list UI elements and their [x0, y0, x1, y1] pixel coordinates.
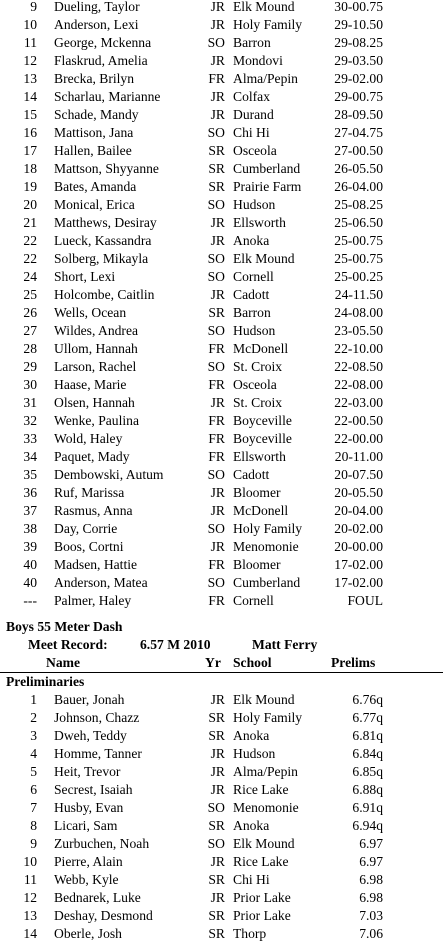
place: 28 — [23, 341, 37, 356]
school: Rice Lake — [233, 854, 289, 869]
table-row — [0, 853, 443, 871]
year: FR — [208, 341, 225, 356]
table-row — [0, 592, 443, 610]
year: JR — [210, 503, 225, 518]
place: 13 — [23, 71, 37, 86]
mark: 6.98 — [359, 890, 383, 905]
school: Chi Hi — [233, 872, 270, 887]
year: JR — [210, 233, 225, 248]
column-header-school: School — [233, 655, 272, 670]
year: FR — [208, 431, 225, 446]
school: Bloomer — [233, 557, 281, 572]
table-row — [0, 160, 443, 178]
year: SR — [208, 728, 225, 743]
athlete-name: Anderson, Matea — [54, 575, 148, 590]
athlete-name: Husby, Evan — [54, 800, 124, 815]
mark: 22-08.50 — [334, 359, 383, 374]
year: SO — [207, 269, 225, 284]
school: McDonell — [233, 341, 289, 356]
year: SR — [208, 818, 225, 833]
athlete-name: Paquet, Mady — [54, 449, 130, 464]
mark: 25-08.25 — [334, 197, 383, 212]
athlete-name: Lueck, Kassandra — [54, 233, 152, 248]
year: SR — [208, 872, 225, 887]
table-row — [0, 448, 443, 466]
athlete-name: Olsen, Hannah — [54, 395, 135, 410]
school: Anoka — [233, 728, 270, 743]
athlete-name: Palmer, Haley — [54, 593, 132, 608]
mark: 25-00.25 — [334, 269, 383, 284]
mark: 6.91q — [352, 800, 383, 815]
school: Ellsworth — [233, 215, 286, 230]
year: FR — [208, 377, 225, 392]
school: Cadott — [233, 287, 270, 302]
place: 9 — [30, 0, 37, 14]
year: SO — [207, 521, 225, 536]
athlete-name: Mattison, Jana — [54, 125, 134, 140]
place: --- — [23, 593, 37, 608]
place: 5 — [30, 764, 37, 779]
table-row — [0, 232, 443, 250]
place: 33 — [23, 431, 37, 446]
mark: 27-04.75 — [334, 125, 383, 140]
place: 36 — [23, 485, 37, 500]
table-row — [0, 817, 443, 835]
table-row — [0, 16, 443, 34]
year: SR — [208, 926, 225, 941]
place: 13 — [23, 908, 37, 923]
table-row — [0, 763, 443, 781]
place: 12 — [23, 890, 37, 905]
athlete-name: Dweh, Teddy — [54, 728, 127, 743]
year: SO — [207, 125, 225, 140]
place: 37 — [23, 503, 37, 518]
mark: 30-00.75 — [334, 0, 383, 14]
place: 18 — [23, 161, 37, 176]
school: Cornell — [233, 593, 274, 608]
school: Rice Lake — [233, 782, 289, 797]
athlete-name: Day, Corrie — [54, 521, 118, 536]
table-row — [0, 0, 443, 16]
table-row — [0, 520, 443, 538]
table-row — [0, 412, 443, 430]
year: JR — [210, 395, 225, 410]
year: JR — [210, 215, 225, 230]
table-row — [0, 70, 443, 88]
year: SR — [208, 305, 225, 320]
athlete-name: Bauer, Jonah — [54, 692, 125, 707]
school: Hudson — [233, 197, 276, 212]
table-row — [0, 556, 443, 574]
athlete-name: Monical, Erica — [54, 197, 135, 212]
school: Cumberland — [233, 575, 301, 590]
mark: 27-00.50 — [334, 143, 383, 158]
athlete-name: Larson, Rachel — [54, 359, 137, 374]
athlete-name: Wildes, Andrea — [54, 323, 139, 338]
athlete-name: Mattson, Shyyanne — [54, 161, 159, 176]
school: Cadott — [233, 467, 270, 482]
school: Osceola — [233, 143, 277, 158]
year: FR — [208, 593, 225, 608]
school: Prior Lake — [233, 908, 291, 923]
school: Bloomer — [233, 485, 281, 500]
mark: 23-05.50 — [334, 323, 383, 338]
mark: 29-08.25 — [334, 35, 383, 50]
place: 22 — [23, 233, 37, 248]
year: FR — [208, 71, 225, 86]
table-row — [0, 358, 443, 376]
mark: 28-09.50 — [334, 107, 383, 122]
table-row — [0, 340, 443, 358]
school: Hudson — [233, 323, 276, 338]
school: Menomonie — [233, 800, 299, 815]
mark: 26-05.50 — [334, 161, 383, 176]
athlete-name: Ruf, Marissa — [54, 485, 125, 500]
table-row — [0, 871, 443, 889]
mark: 22-03.00 — [334, 395, 383, 410]
table-row — [0, 394, 443, 412]
school: Colfax — [233, 89, 270, 104]
year: JR — [210, 17, 225, 32]
table-row — [0, 574, 443, 592]
mark: 24-11.50 — [334, 287, 383, 302]
school: Anoka — [233, 818, 270, 833]
athlete-name: Hallen, Bailee — [54, 143, 132, 158]
athlete-name: Pierre, Alain — [54, 854, 123, 869]
school: Elk Mound — [233, 0, 295, 14]
table-row — [0, 304, 443, 322]
year: SO — [207, 800, 225, 815]
school: Barron — [233, 35, 271, 50]
school: Boyceville — [233, 431, 292, 446]
year: FR — [208, 413, 225, 428]
mark: 17-02.00 — [334, 557, 383, 572]
school: Cornell — [233, 269, 274, 284]
place: 7 — [30, 800, 37, 815]
school: Ellsworth — [233, 449, 286, 464]
place: 3 — [30, 728, 37, 743]
table-row — [0, 799, 443, 817]
athlete-name: Boos, Cortni — [54, 539, 124, 554]
year: JR — [210, 53, 225, 68]
athlete-name: Dueling, Taylor — [54, 0, 140, 14]
place: 11 — [23, 35, 37, 50]
school: Holy Family — [233, 710, 303, 725]
mark: 22-08.00 — [334, 377, 383, 392]
athlete-name: Brecka, Brilyn — [54, 71, 135, 86]
place: 24 — [23, 269, 37, 284]
place: 20 — [23, 197, 37, 212]
mark: 20-04.00 — [334, 503, 383, 518]
place: 26 — [23, 305, 37, 320]
mark: 6.84q — [352, 746, 383, 761]
place: 22 — [23, 251, 37, 266]
place: 11 — [23, 872, 37, 887]
year: SO — [207, 467, 225, 482]
table-row — [0, 88, 443, 106]
school: Alma/Pepin — [233, 764, 298, 779]
year: SO — [207, 359, 225, 374]
year: JR — [210, 485, 225, 500]
year: JR — [210, 854, 225, 869]
table-row — [0, 430, 443, 448]
mark: 25-00.75 — [334, 251, 383, 266]
athlete-name: Anderson, Lexi — [54, 17, 139, 32]
mark: 22-00.00 — [334, 431, 383, 446]
table-row — [0, 502, 443, 520]
meet-record-value: 6.57 M 2010 — [140, 637, 211, 652]
place: 34 — [23, 449, 37, 464]
year: SO — [207, 836, 225, 851]
table-row — [0, 376, 443, 394]
year: SO — [207, 575, 225, 590]
place: 14 — [23, 89, 37, 104]
year: JR — [210, 782, 225, 797]
school: Barron — [233, 305, 271, 320]
year: SR — [208, 161, 225, 176]
place: 30 — [23, 377, 37, 392]
school: Alma/Pepin — [233, 71, 298, 86]
school: Prairie Farm — [233, 179, 302, 194]
mark: 29-00.75 — [334, 89, 383, 104]
meet-record-holder: Matt Ferry — [252, 637, 318, 652]
place: 25 — [23, 287, 37, 302]
table-row — [0, 268, 443, 286]
header-rule — [0, 672, 443, 673]
athlete-name: Matthews, Desiray — [54, 215, 157, 230]
mark: 25-06.50 — [334, 215, 383, 230]
athlete-name: Rasmus, Anna — [54, 503, 133, 518]
athlete-name: Schade, Mandy — [54, 107, 139, 122]
school: Mondovi — [233, 53, 283, 68]
athlete-name: Bates, Amanda — [54, 179, 137, 194]
table-row — [0, 178, 443, 196]
athlete-name: Wenke, Paulina — [54, 413, 139, 428]
athlete-name: Secrest, Isaiah — [54, 782, 133, 797]
year: SR — [208, 179, 225, 194]
athlete-name: Zurbuchen, Noah — [54, 836, 150, 851]
mark: 20-00.00 — [334, 539, 383, 554]
mark: 20-02.00 — [334, 521, 383, 536]
mark: FOUL — [347, 593, 383, 608]
column-header-name: Name — [46, 655, 80, 670]
table-row — [0, 538, 443, 556]
table-row — [0, 214, 443, 232]
place: 32 — [23, 413, 37, 428]
year: SR — [208, 710, 225, 725]
place: 27 — [23, 323, 37, 338]
place: 21 — [23, 215, 37, 230]
table-row — [0, 52, 443, 70]
athlete-name: George, Mckenna — [54, 35, 152, 50]
athlete-name: Licari, Sam — [54, 818, 118, 833]
year: SO — [207, 197, 225, 212]
school: St. Croix — [233, 395, 283, 410]
school: Elk Mound — [233, 836, 295, 851]
mark: 6.76q — [352, 692, 383, 707]
athlete-name: Homme, Tanner — [54, 746, 142, 761]
year: JR — [210, 89, 225, 104]
table-row — [0, 124, 443, 142]
mark: 6.88q — [352, 782, 383, 797]
year: JR — [210, 692, 225, 707]
mark: 6.85q — [352, 764, 383, 779]
table-row — [0, 745, 443, 763]
place: 40 — [23, 575, 37, 590]
round-label: Preliminaries — [6, 674, 85, 689]
table-row — [0, 466, 443, 484]
meet-record-label: Meet Record: — [28, 637, 108, 652]
athlete-name: Flaskrud, Amelia — [54, 53, 148, 68]
school: Elk Mound — [233, 251, 295, 266]
year: JR — [210, 746, 225, 761]
school: McDonell — [233, 503, 289, 518]
year: SO — [207, 35, 225, 50]
school: Elk Mound — [233, 692, 295, 707]
mark: 29-03.50 — [334, 53, 383, 68]
place: 1 — [30, 692, 37, 707]
table-row — [0, 106, 443, 124]
athlete-name: Wells, Ocean — [54, 305, 127, 320]
school: Boyceville — [233, 413, 292, 428]
table-row — [0, 907, 443, 925]
mark: 26-04.00 — [334, 179, 383, 194]
table-row — [0, 709, 443, 727]
place: 14 — [23, 926, 37, 941]
school: Cumberland — [233, 161, 301, 176]
athlete-name: Haase, Marie — [54, 377, 127, 392]
mark: 6.97 — [359, 836, 383, 851]
school: Holy Family — [233, 521, 303, 536]
athlete-name: Johnson, Chazz — [54, 710, 140, 725]
mark: 22-10.00 — [334, 341, 383, 356]
place: 29 — [23, 359, 37, 374]
school: Anoka — [233, 233, 270, 248]
mark: 6.97 — [359, 854, 383, 869]
mark: 22-00.50 — [334, 413, 383, 428]
year: JR — [210, 539, 225, 554]
school: Thorp — [233, 926, 267, 941]
place: 39 — [23, 539, 37, 554]
year: JR — [210, 890, 225, 905]
table-row — [0, 286, 443, 304]
school: St. Croix — [233, 359, 283, 374]
place: 8 — [30, 818, 37, 833]
place: 16 — [23, 125, 37, 140]
table-row — [0, 322, 443, 340]
place: 12 — [23, 53, 37, 68]
place: 38 — [23, 521, 37, 536]
year: SO — [207, 323, 225, 338]
table-row — [0, 196, 443, 214]
year: FR — [208, 449, 225, 464]
place: 19 — [23, 179, 37, 194]
table-row — [0, 34, 443, 52]
year: FR — [208, 557, 225, 572]
athlete-name: Solberg, Mikayla — [54, 251, 149, 266]
column-header-yr: Yr — [205, 655, 221, 670]
mark: 6.77q — [352, 710, 383, 725]
table-row — [0, 889, 443, 907]
school: Menomonie — [233, 539, 299, 554]
table-row — [0, 781, 443, 799]
athlete-name: Wold, Haley — [54, 431, 123, 446]
athlete-name: Scharlau, Marianne — [54, 89, 161, 104]
mark: 25-00.75 — [334, 233, 383, 248]
mark: 24-08.00 — [334, 305, 383, 320]
athlete-name: Dembowski, Autum — [54, 467, 164, 482]
athlete-name: Bednarek, Luke — [54, 890, 141, 905]
place: 17 — [23, 143, 37, 158]
mark: 6.98 — [359, 872, 383, 887]
year: JR — [210, 0, 225, 14]
school: Chi Hi — [233, 125, 270, 140]
place: 35 — [23, 467, 37, 482]
place: 15 — [23, 107, 37, 122]
athlete-name: Webb, Kyle — [54, 872, 119, 887]
place: 6 — [30, 782, 37, 797]
table-row — [0, 835, 443, 853]
school: Durand — [233, 107, 274, 122]
event-title: Boys 55 Meter Dash — [6, 619, 123, 634]
mark: 20-05.50 — [334, 485, 383, 500]
year: SR — [208, 908, 225, 923]
mark: 7.03 — [359, 908, 383, 923]
table-row — [0, 691, 443, 709]
mark: 17-02.00 — [334, 575, 383, 590]
athlete-name: Heit, Trevor — [54, 764, 121, 779]
athlete-name: Short, Lexi — [54, 269, 116, 284]
year: JR — [210, 107, 225, 122]
year: JR — [210, 764, 225, 779]
athlete-name: Ullom, Hannah — [54, 341, 138, 356]
mark: 29-10.50 — [334, 17, 383, 32]
year: SR — [208, 143, 225, 158]
athlete-name: Deshay, Desmond — [54, 908, 153, 923]
mark: 7.06 — [359, 926, 383, 941]
mark: 20-11.00 — [334, 449, 383, 464]
column-header-prelims: Prelims — [331, 655, 376, 670]
place: 40 — [23, 557, 37, 572]
athlete-name: Holcombe, Caitlin — [54, 287, 155, 302]
place: 31 — [23, 395, 37, 410]
place: 9 — [30, 836, 37, 851]
mark: 6.81q — [352, 728, 383, 743]
table-row — [0, 484, 443, 502]
year: SO — [207, 251, 225, 266]
table-row — [0, 727, 443, 745]
mark: 6.94q — [352, 818, 383, 833]
place: 2 — [30, 710, 37, 725]
table-row — [0, 142, 443, 160]
mark: 29-02.00 — [334, 71, 383, 86]
school: Osceola — [233, 377, 277, 392]
mark: 20-07.50 — [334, 467, 383, 482]
table-row — [0, 925, 443, 943]
year: JR — [210, 287, 225, 302]
place: 10 — [23, 17, 37, 32]
school: Prior Lake — [233, 890, 291, 905]
school: Hudson — [233, 746, 276, 761]
place: 10 — [23, 854, 37, 869]
athlete-name: Madsen, Hattie — [54, 557, 138, 572]
place: 4 — [30, 746, 37, 761]
school: Holy Family — [233, 17, 303, 32]
athlete-name: Oberle, Josh — [54, 926, 122, 941]
table-row — [0, 250, 443, 268]
